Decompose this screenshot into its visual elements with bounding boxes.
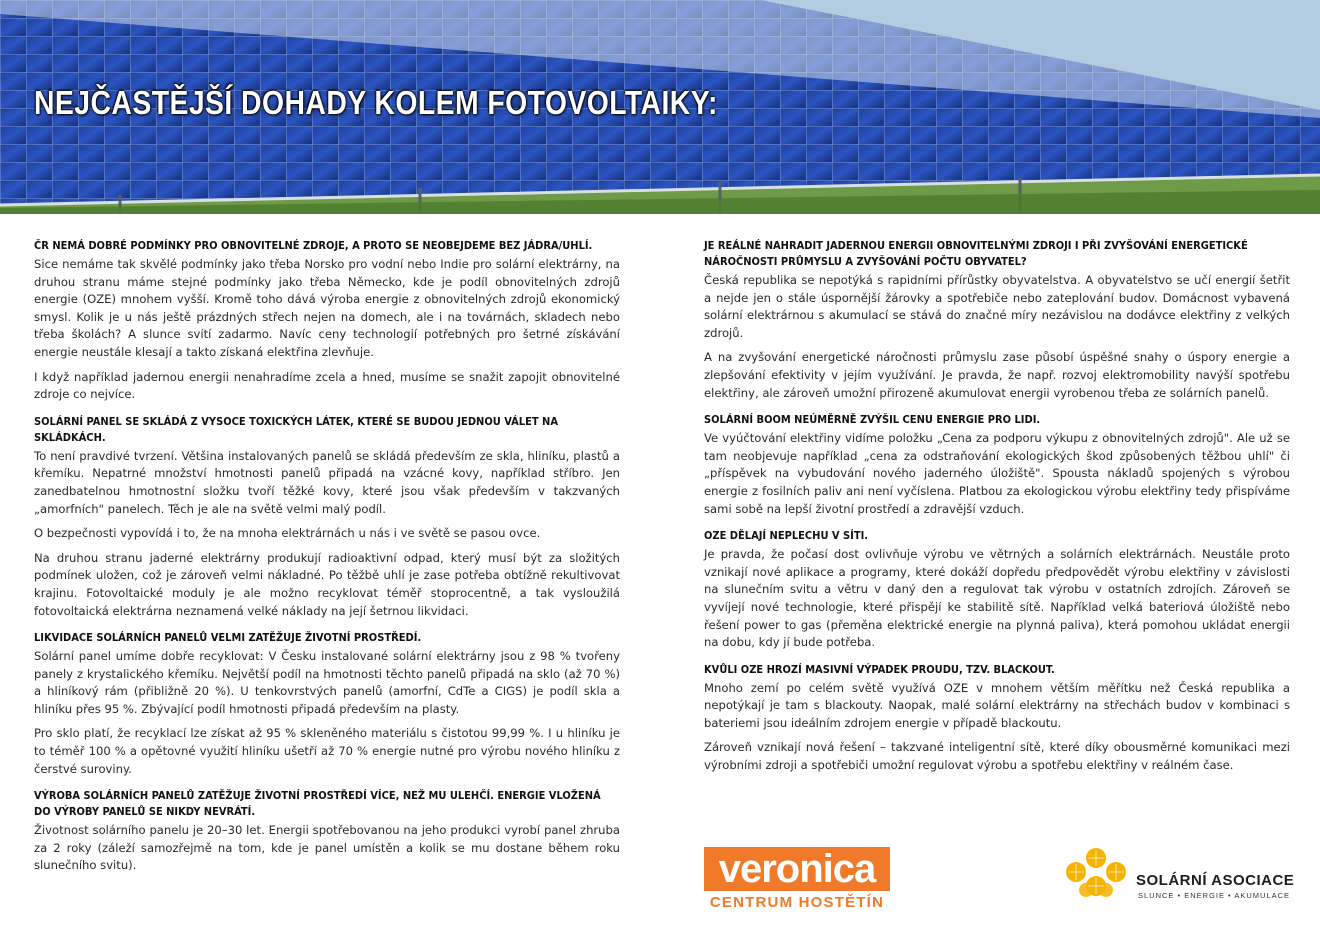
- asociace-name: SOLÁRNÍ ASOCIACE: [1136, 872, 1295, 889]
- section-heading: JE REÁLNÉ NAHRADIT JADERNOU ENERGII OBNOVITELNÝMI ZDROJI I PŘI ZVYŠOVÁNÍ ENERGETICKÉ NÁROČNOSTI PRŮMYSLU A ZVYŠOVÁNÍ POČTU OBYVATEL?: [704, 239, 1248, 268]
- section-disposal: [34, 630, 620, 778]
- paragraph: Mnoho zemí po celém světě využívá OZE v mnohem větším měřítku než Česká republika a nepotýkají je tam s blackouty. Naopak, malé solární elektrárny na střechách budov v kombinaci s bateriemi jsou ideálním zdrojem energie v případě blackoutu.: [704, 680, 1290, 730]
- asociace-tagline: SLUNCE • ENERGIE • AKUMULACE: [1138, 891, 1291, 900]
- paragraph: A na zvyšování energetické náročnosti průmyslu zase působí úspěšné snahy o úspory energie a zlepšování efektivity v jejím využívání. Je pravda, že např. rozvoj elektromobility navýší spotřebu elektřiny, ale zároveň umožní přirozeně akumulovat energii vyrobenou třeba ze solárních panelů.: [704, 350, 1290, 400]
- paragraph: Ve vyúčtování elektřiny vidíme položku „Cena za podporu výkupu z obnovitelných zdrojů". Ale už se tam neobjevuje například „cena za odstraňování ekologických škod způsobených těžbou uhlí" či „příspěvek na vybudování nového jaderného úložiště". Spousta nákladů spojených s výrobou energie z fosilních paliv ani není vyčíslena. Platbou za ekologickou výrobu elektřiny tedy přispíváme sami sobě na lepší životní prostředí a zdravější vzduch.: [704, 431, 1290, 516]
- hero-banner: [0, 0, 1320, 214]
- paragraph: O bezpečnosti vypovídá i to, že na mnoha elektrárnách u nás i ve světě se pasou ovce.: [34, 526, 541, 541]
- paragraph: Je pravda, že počasí dost ovlivňuje výrobu ve větrných a solárních elektrárnách. Neustále proto vznikají nové aplikace a programy, které dokáží dopředu předpovědět výrobu elektřiny v závislosti na slunečním svitu a větru v daný den a regulovat tak výrobu v ostatních zdrojích. Zároveň se vyvíjejí nové technologie, které přispějí ke stabilitě sítě. Například velká bateriová úložiště nebo řešení power to gas (přeměna elektrické energie na plynná paliva), která pomohou ukládat energii na dobu, kdy jí bude potřeba.: [704, 547, 1290, 650]
- section-solar-boom: [704, 412, 1290, 518]
- section-heading: SOLÁRNÍ PANEL SE SKLÁDÁ Z VYSOCE TOXICKÝCH LÁTEK, KTERÉ SE BUDOU JEDNOU VÁLET NA SKLÁDKÁCH.: [34, 414, 558, 444]
- paragraph: To není pravdivé tvrzení. Většina instalovaných panelů se skládá především ze skla, hliníku, plastů a křemíku. Nepatrné množství hmotnosti panelů připadá na vzácné kovy, například stříbro. Jen zanedbatelnou hmotnostní složku tvoří těžké kovy, které jsou však především v takzvaných „amorfních" panelech. Těch je ale na světě velmi malý podíl.: [34, 448, 620, 516]
- sun-cells-icon: [1062, 846, 1130, 902]
- veronica-wordmark: veronica: [704, 847, 890, 891]
- paragraph: Na druhou stranu jaderné elektrárny produkují radioaktivní odpad, který musí být za složitých podmínek uložen, což je zároveň velmi nákladné. Po těžbě uhlí je zase potřeba obtížně rekultivovat krajinu. Fotovoltaické moduly je ale možno recyklovat téměř stoprocentně, a tak vysloužilá fotovoltaická elektrárna neznamená velké náklady na její šetrnou likvidaci.: [34, 550, 620, 618]
- section-heading: SOLÁRNÍ BOOM NEÚMĚRNĚ ZVÝŠIL CENU ENERGIE PRO LIDI.: [704, 413, 1041, 427]
- paragraph: Solární panel umíme dobře recyklovat: V Česku instalované solární elektrárny jsou z 98 % tvořeny panely z krystalického křemíku. Největší podíl na hmotnosti těchto panelů připadá na sklo (až 70 %) a hliníkový rám (přibližně 20 %). U tenkovrstvých panelů (amorfní, CdTe a CIGS) je podíl skla a hliníku přes 95 %. Zbývající podíl hmotnosti připadá především na plasty.: [34, 649, 620, 716]
- left-column: [34, 238, 620, 885]
- section-production-energy: [34, 788, 620, 875]
- paragraph: Pro sklo platí, že recyklací lze získat až 95 % skleněného materiálu s čistotou 99,99 %. I u hliníku je to téměř 100 % a opětovné využití hliníku ušetří až 70 % energie nutné pro výrobu nového hliníku z čerstvé suroviny.: [34, 726, 620, 776]
- paragraph: Česká republika se nepotýká s rapidními přírůstky obyvatelstva. A obyvatelstvo se učí energií šetřit a nejde jen o stále úspornější žárovky a spotřebiče nebo zateplování budov. Domácnost vybavená solární elektrárnou s akumulací se stává do značné míry nezávislou na dodávce elektřiny z velkých zdrojů.: [704, 273, 1290, 340]
- section-heading: VÝROBA SOLÁRNÍCH PANELŮ ZATĚŽUJE ŽIVOTNÍ PROSTŘEDÍ VÍCE, NEŽ MU ULEHČÍ. ENERGIE VLOŽENÁ DO VÝROBY PANELŮ SE NIKDY NEVRÁTÍ.: [34, 789, 601, 819]
- section-heading: OZE DĚLAJÍ NEPLECHU V SÍTI.: [704, 529, 869, 543]
- section-heading: LIKVIDACE SOLÁRNÍCH PANELŮ VELMI ZATĚŽUJE ŽIVOTNÍ PROSTŘEDÍ.: [34, 631, 422, 645]
- paragraph: Sice nemáme tak skvělé podmínky jako třeba Norsko pro vodní nebo Indie pro solární elektrárny, na druhou stranu máme stejné podmínky jako třeba Německo, kde je podíl obnovitelných zdrojů energie (OZE) mnohem vyšší. Kromě toho dává výroba energie z obnovitelných zdrojů ekonomický smysl. Kolik je u nás ještě prázdných střech nejen na domech, ale i na továrnách, skladech nebo třeba školách? A slunce svítí zadarmo. Navíc ceny technologií potřebných pro šetrné získávání energie neustále klesají a takto získaná elektřina zlevňuje.: [34, 257, 620, 359]
- section-toxic-panels: [34, 414, 620, 620]
- solarni-asociace-logo: [1062, 846, 1294, 902]
- paragraph: Životnost solárního panelu je 20–30 let. Energii spotřebovanou na jeho produkci vyrobí panel zhruba za 2 roky (záleží samozřejmě na tom, kde je panel umístěn a kolik se mu dostane během roku slunečního svitu).: [34, 823, 620, 873]
- section-grid-trouble: [704, 528, 1290, 652]
- section-replace-nuclear: [704, 238, 1290, 402]
- section-cr-conditions: [34, 238, 620, 404]
- paragraph: Zároveň vznikají nová řešení – takzvané inteligentní sítě, které díky obousměrné komunikaci mezi výrobními zdroji a spotřebiči umožní regulovat výrobu a spotřebu elektřiny v reálném čase.: [704, 740, 1290, 773]
- paragraph: I když například jadernou energii nenahradíme zcela a hned, musíme se snažit zapojit obnovitelné zdroje co nejvíce.: [34, 369, 620, 402]
- section-heading: KVŮLI OZE HROZÍ MASIVNÍ VÝPADEK PROUDU, TZV. BLACKOUT.: [704, 662, 1055, 676]
- section-heading: ČR NEMÁ DOBRÉ PODMÍNKY PRO OBNOVITELNÉ ZDROJE, A PROTO SE NEOBEJDEME BEZ JÁDRA/UHLÍ.: [34, 239, 593, 252]
- veronica-subtitle: CENTRUM HOSTĚTÍN: [709, 894, 885, 911]
- section-blackout: [704, 662, 1290, 775]
- page-title: NEJČASTĚJŠÍ DOHADY KOLEM FOTOVOLTAIKY:: [34, 84, 718, 121]
- right-column: [704, 238, 1290, 785]
- veronica-logo: [704, 847, 890, 913]
